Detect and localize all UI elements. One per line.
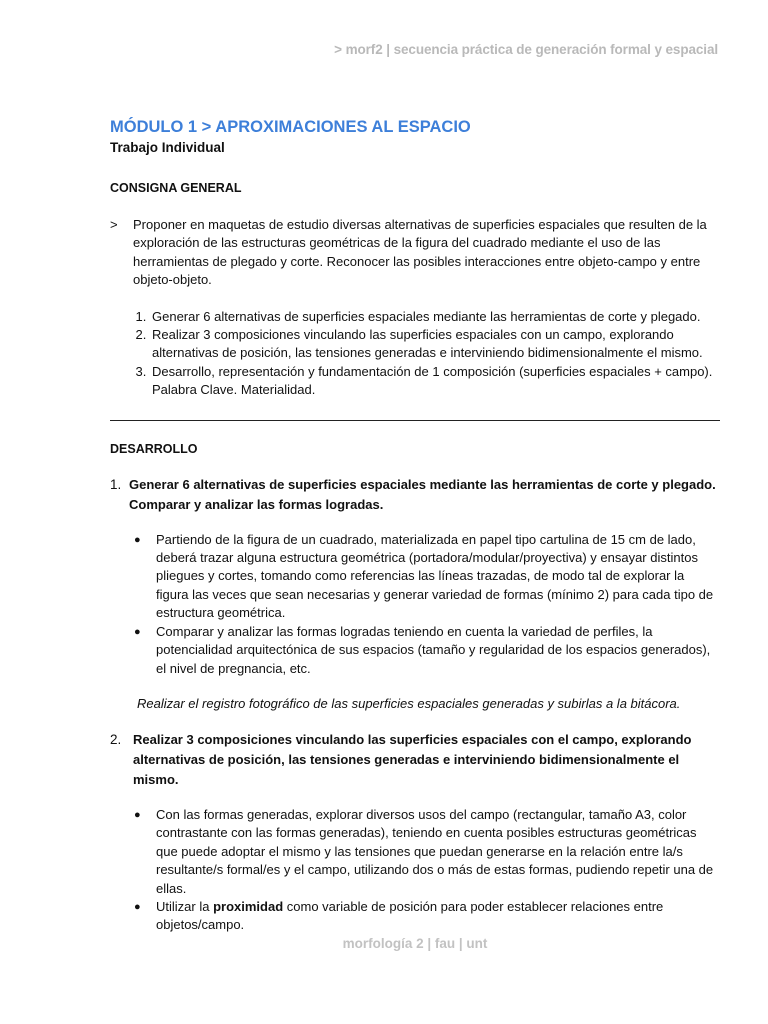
module-subtitle: Trabajo Individual [110, 140, 225, 155]
list-item: 1. Generar 6 alternativas de superficies espaciales mediante las herramientas de corte y plegado. [150, 308, 720, 326]
consigna-intro [110, 216, 720, 290]
bullet-text-pre: Utilizar la [156, 898, 214, 914]
consigna-list [110, 308, 720, 400]
bullet-text: Con las formas generadas, explorar diversos usos del campo (rectangular, tamaño A3, color contrastante con las formas generadas), teniendo en cuenta posibles estructuras geométricas que puede adoptar el mismo y las tensiones que puedan generarse en la relación entre la/s resultante/s formal/es y el campo, utilizando dos o más de estas formas, pudiendo repetir una de ellas. [156, 806, 714, 896]
page-header: > morf2 | secuencia práctica de generación formal y espacial [334, 42, 718, 57]
item-heading: Realizar 3 composiciones vinculando las superficies espaciales con el campo, explorando alternativas de posición, las tensiones generadas e interviniendo bidimensionalmente el mismo. [133, 731, 692, 787]
document-body [110, 117, 720, 935]
bullet-list [110, 806, 720, 935]
bullet-list [110, 531, 720, 678]
arrow-marker: > [110, 217, 118, 232]
bullet-keyword: proximidad [213, 898, 284, 914]
section-divider [110, 420, 720, 421]
module-title: MÓDULO 1 > APROXIMACIONES AL ESPACIO [110, 118, 471, 136]
list-item [134, 623, 720, 678]
desarrollo-item-2 [110, 730, 720, 935]
bullet-icon: ● [134, 533, 141, 546]
item-number: 1. [110, 476, 122, 492]
page-footer: morfología 2 | fau | unt [342, 936, 488, 951]
desarrollo-item-1 [110, 475, 720, 713]
item-heading: Generar 6 alternativas de superficies espaciales mediante las herramientas de corte y plegado. Comparar y analizar las formas logradas. [129, 476, 716, 512]
item-number: 2. [110, 731, 122, 747]
consigna-label: CONSIGNA GENERAL [110, 181, 242, 195]
bullet-text: Partiendo de la figura de un cuadrado, materializada en papel tipo cartulina de 15 cm de lado, deberá trazar alguna estructura geométrica (portadora/modular/proyectiva) y ensayar distintos pliegues y cortes, tomando como referencias las líneas trazadas, de modo tal de explorar la figura las veces que sean necesarias y generar variedad de formas (mínimo 2) para cada tipo de estructura geométrica. [156, 531, 714, 621]
bullet-icon: ● [134, 900, 141, 913]
bullet-text: Comparar y analizar las formas logradas teniendo en cuenta la variedad de perfiles, la potencialidad arquitectónica de sus espacios (tamaño y regularidad de los espacios generados), el nivel de pregnancia, etc. [156, 623, 711, 676]
list-item: 2. Realizar 3 composiciones vinculando las superficies espaciales con un campo, explorando alternativas de posición, las tensiones generadas e interviniendo bidimensionalmente el mismo. [150, 326, 720, 363]
list-item [134, 898, 720, 935]
bullet-icon: ● [134, 808, 141, 821]
bullet-icon: ● [134, 625, 141, 638]
list-item [134, 806, 720, 898]
list-item [134, 531, 720, 623]
photo-note: Realizar el registro fotográfico de las superficies espaciales generadas y subirlas a la bitácora. [137, 695, 681, 711]
bullet-text-post: como variable de posición para poder establecer relaciones entre objetos/campo. [156, 898, 664, 933]
list-item: 3. Desarrollo, representación y fundamentación de 1 composición (superficies espaciales + campo). Palabra Clave. Materialidad. [150, 363, 720, 400]
consigna-intro-text: Proponer en maquetas de estudio diversas alternativas de superficies espaciales que resulten de la exploración de las estructuras geométricas de la figura del cuadrado mediante el uso de las herramientas de plegado y corte. Reconocer las posibles interacciones entre objeto-campo y entre objeto-objeto. [133, 217, 707, 288]
desarrollo-label: DESARROLLO [110, 441, 198, 456]
